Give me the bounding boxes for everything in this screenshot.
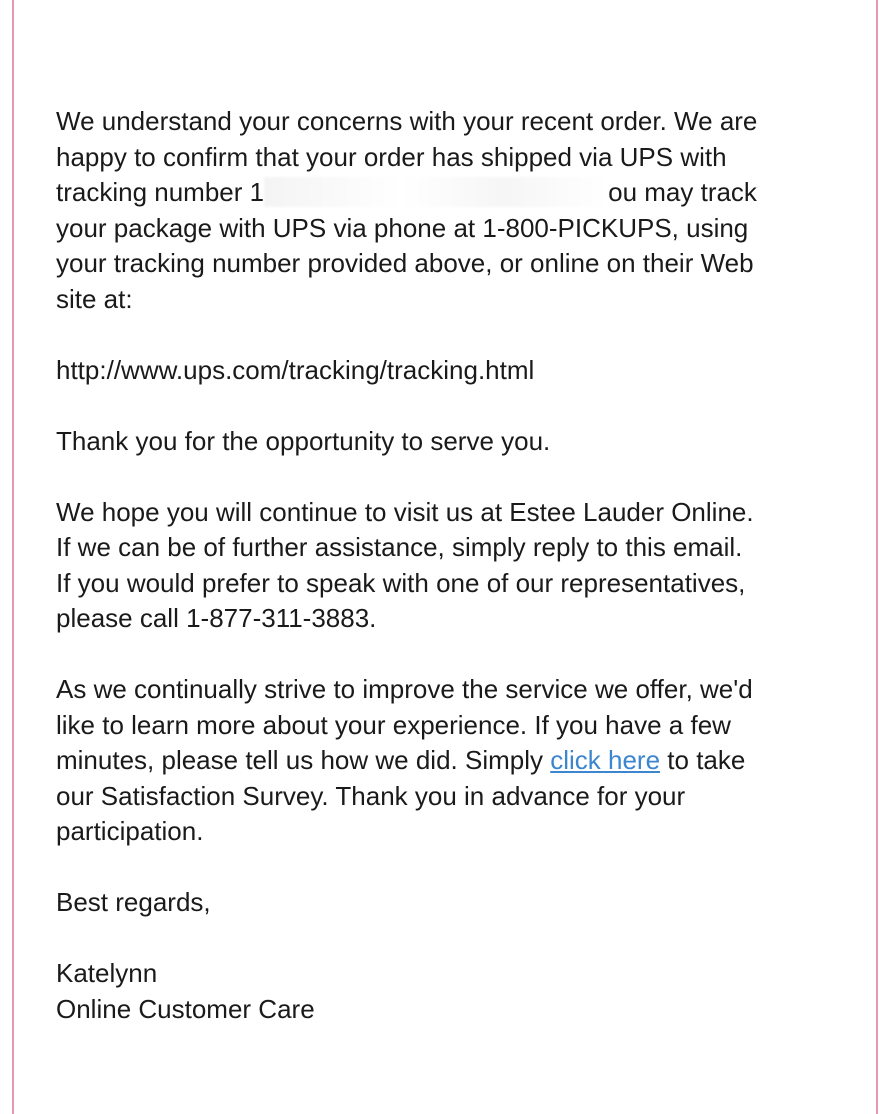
survey-link-line (56, 743, 846, 779)
paragraph-line: site at: (56, 283, 133, 314)
tracking-url[interactable]: http://www.ups.com/tracking/tracking.html (56, 354, 535, 385)
survey-text-before: minutes, please tell us how we did. Simply (56, 745, 551, 775)
right-frame-border (876, 0, 878, 1114)
paragraph-line: please call 1-877-311-3883. (56, 603, 377, 633)
thanks-paragraph (56, 424, 846, 460)
paragraph-line: like to learn more about your experience. If you have a few (56, 709, 731, 740)
order-shipped-paragraph (56, 104, 846, 317)
paragraph-line: our Satisfaction Survey. Thank you in advance for your (56, 780, 686, 811)
closing-text: Best regards, (56, 887, 211, 917)
signature-team: Online Customer Care (56, 993, 315, 1024)
survey-paragraph (56, 672, 846, 850)
paragraph-line: As we continually strive to improve the service we offer, we'd (56, 674, 753, 704)
tracking-number-line (56, 175, 846, 211)
tracking-text-after: ou may track (608, 177, 757, 207)
tracking-text-before: tracking number 1 (56, 177, 265, 207)
paragraph-line: We hope you will continue to visit us at Estee Lauder Online. (56, 496, 754, 527)
signature (56, 956, 846, 1027)
redacted-tracking-number (264, 177, 608, 207)
paragraph-line: participation. (56, 816, 204, 846)
paragraph-line: happy to confirm that your order has shipped via UPS with (56, 141, 727, 172)
survey-link[interactable]: click here (550, 745, 661, 775)
email-body (56, 104, 846, 1063)
paragraph-line: If you would prefer to speak with one of our representatives, (56, 567, 746, 598)
thanks-text: Thank you for the opportunity to serve you. (56, 425, 551, 456)
tracking-url-paragraph (56, 353, 846, 389)
paragraph-line: your package with UPS via phone at 1-800-PICKUPS, using (56, 212, 749, 243)
left-frame-border (12, 0, 14, 1114)
survey-text-after: to take (660, 745, 746, 775)
paragraph-line: your tracking number provided above, or online on their Web (56, 248, 754, 278)
assistance-paragraph (56, 495, 846, 637)
paragraph-line: We understand your concerns with your recent order. We are (56, 106, 758, 136)
paragraph-line: If we can be of further assistance, simply reply to this email. (56, 532, 743, 562)
closing-paragraph (56, 885, 846, 921)
signature-name: Katelynn (56, 958, 158, 988)
